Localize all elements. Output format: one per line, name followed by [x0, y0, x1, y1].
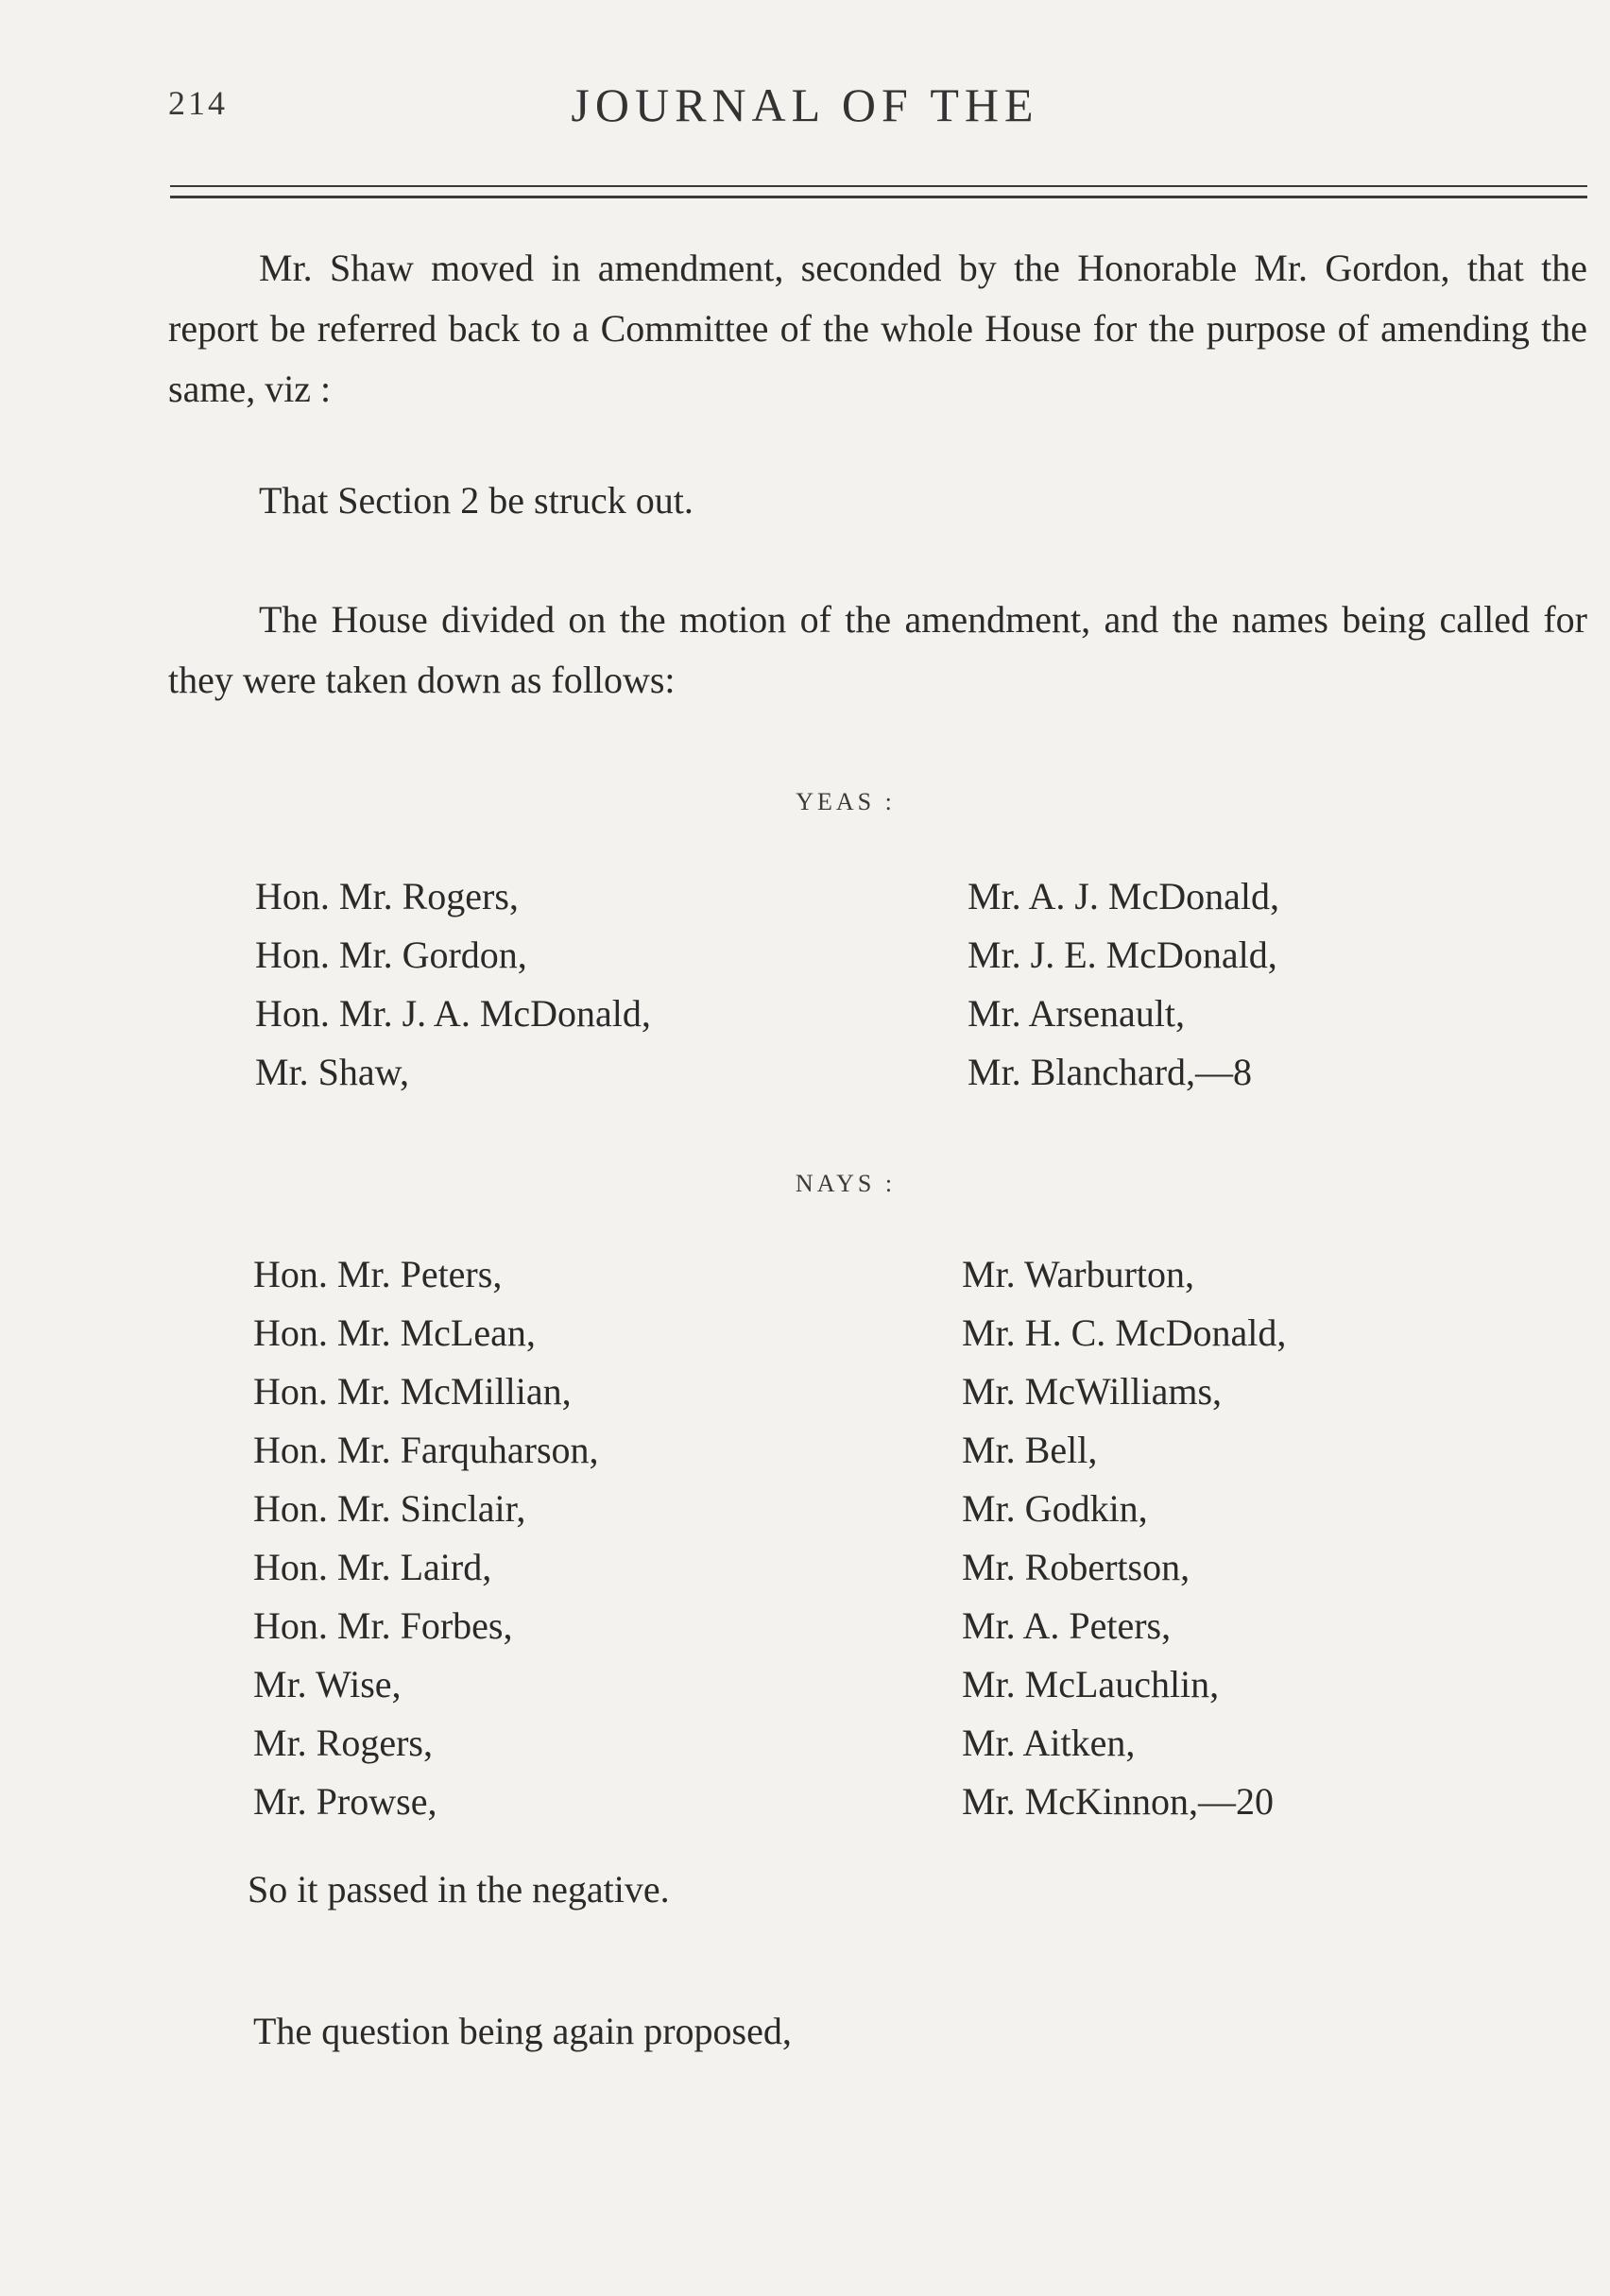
yeas-left-list [255, 867, 651, 1102]
list-item: Mr. Wise, [253, 1663, 402, 1705]
list-item: Mr. Aitken, [962, 1722, 1136, 1764]
list-item: Hon. Mr. Rogers, [255, 875, 519, 917]
list-item: Mr. Robertson, [962, 1546, 1190, 1588]
list-item: Mr. Godkin, [962, 1487, 1148, 1530]
list-item: Mr. McWilliams, [962, 1370, 1223, 1413]
list-item: Mr. H. C. McDonald, [962, 1311, 1287, 1354]
list-item: Hon. Mr. McLean, [253, 1311, 536, 1354]
list-item: Mr. A. Peters, [962, 1604, 1172, 1647]
list-item: Hon. Mr. Farquharson, [253, 1429, 599, 1471]
list-item: Hon. Mr. Peters, [253, 1253, 503, 1295]
list-item: Hon. Mr. Laird, [253, 1546, 492, 1588]
header-rule [170, 185, 1587, 198]
list-item: Mr. Shaw, [255, 1051, 409, 1093]
yeas-right-list [968, 867, 1279, 1102]
list-item: Mr. J. E. McDonald, [968, 934, 1277, 976]
section-paragraph: That Section 2 be struck out. [259, 479, 694, 522]
question-paragraph: The question being again proposed, [253, 2010, 792, 2052]
page-number: 214 [168, 84, 228, 122]
amendment-paragraph: Mr. Shaw moved in amendment, seconded by the Honorable Mr. Gordon, that the report be referred back to a Committee of the whole House for the purpose of amending the same, viz : [168, 247, 1587, 410]
list-item: Hon. Mr. McMillian, [253, 1370, 572, 1413]
running-head: JOURNAL OF THE [571, 78, 1039, 131]
list-item: Mr. Bell, [962, 1429, 1098, 1471]
list-item: Mr. Warburton, [962, 1253, 1195, 1295]
nays-right-list [962, 1245, 1286, 1831]
result-paragraph: So it passed in the negative. [248, 1868, 670, 1910]
nays-label: NAYS : [795, 1170, 897, 1197]
list-item: Mr. McLauchlin, [962, 1663, 1220, 1705]
list-item: Hon. Mr. Sinclair, [253, 1487, 526, 1530]
list-item: Hon. Mr. J. A. McDonald, [255, 992, 651, 1035]
list-item: Mr. McKinnon,—20 [962, 1780, 1274, 1823]
list-item: Hon. Mr. Forbes, [253, 1604, 513, 1647]
list-item: Hon. Mr. Gordon, [255, 934, 527, 976]
list-item: Mr. Rogers, [253, 1722, 433, 1764]
division-paragraph: The House divided on the motion of the amendment, and the names being called for they were taken down as follows: [168, 598, 1587, 701]
list-item: Mr. A. J. McDonald, [968, 875, 1279, 917]
yeas-label: YEAS : [796, 788, 896, 815]
list-item: Mr. Prowse, [253, 1780, 437, 1823]
list-item: Mr. Arsenault, [968, 992, 1185, 1035]
list-item: Mr. Blanchard,—8 [968, 1051, 1253, 1093]
nays-left-list [253, 1245, 599, 1831]
